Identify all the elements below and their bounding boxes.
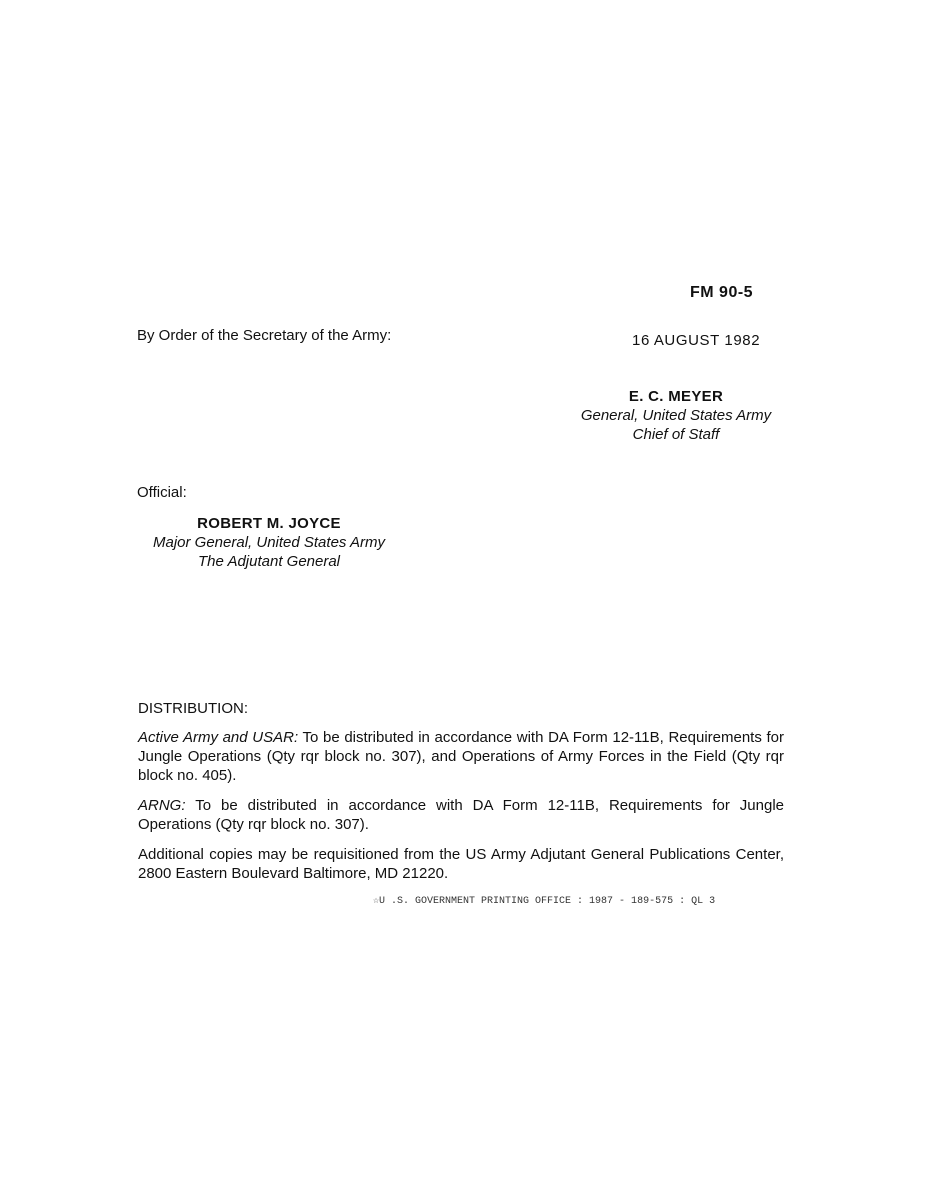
signer-name: E. C. MEYER	[628, 388, 724, 405]
official-name: ROBERT M. JOYCE	[197, 515, 341, 532]
official-title: Major General, United States Army	[152, 534, 386, 551]
document-date: 16 AUGUST 1982	[632, 332, 761, 349]
distribution-paragraph-additional-copies	[138, 845, 784, 883]
distribution-paragraph-active-army	[138, 728, 784, 785]
paragraph-text: To be distributed in accordance with DA Form 12-11B, Requirements for Jungle Operations (Qty rqr block no. 307), and Operations of Army Forces in the Field (Qty rqr block no. 405).	[138, 729, 784, 784]
distribution-paragraph-arng	[138, 796, 784, 834]
official-label: Official:	[137, 484, 187, 501]
official-position: The Adjutant General	[197, 553, 341, 570]
paragraph-text: Additional copies may be requisitioned from the US Army Adjutant General Publications Center, 2800 Eastern Boulevard Baltimore, MD 21220.	[138, 846, 784, 882]
authority-line: By Order of the Secretary of the Army:	[137, 327, 392, 344]
paragraph-lead: ARNG:	[138, 797, 186, 814]
signer-title: General, United States Army	[580, 407, 772, 424]
paragraph-lead: Active Army and USAR:	[138, 729, 299, 746]
distribution-label: DISTRIBUTION:	[138, 700, 249, 717]
signer-position: Chief of Staff	[632, 426, 720, 443]
official-block	[134, 514, 404, 571]
printing-office-line: ☆U .S. GOVERNMENT PRINTING OFFICE : 1987 - 189-575 : QL 3	[373, 896, 716, 907]
document-id: FM 90-5	[690, 284, 754, 301]
paragraph-text: To be distributed in accordance with DA Form 12-11B, Requirements for Jungle Operations (Qty rqr block no. 307).	[138, 797, 784, 833]
signer-block	[566, 387, 786, 444]
